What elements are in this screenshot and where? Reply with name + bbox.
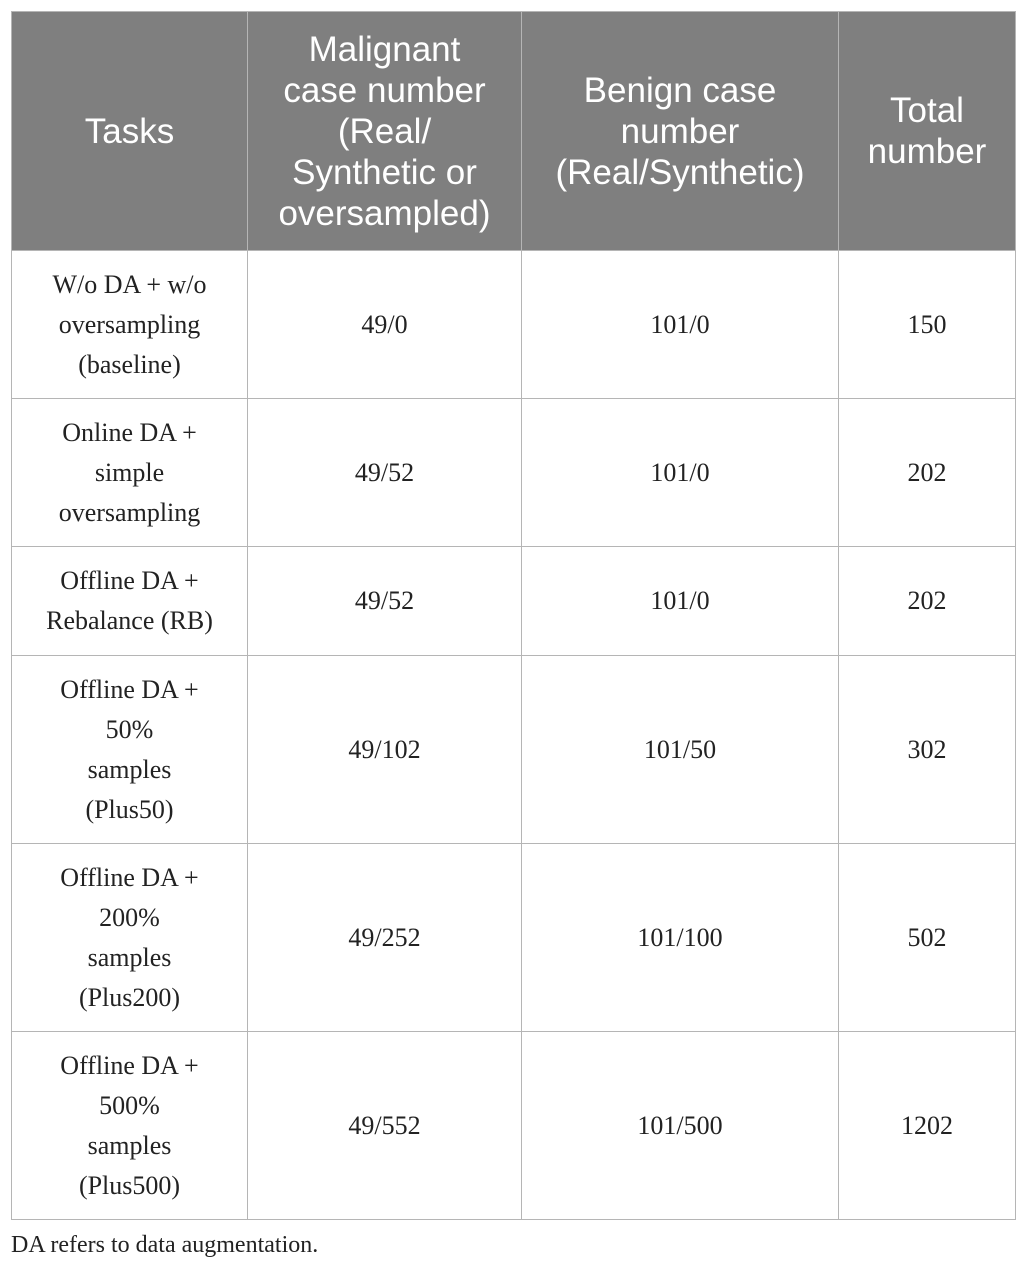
table-row [12,547,1016,656]
column-header-malignant: Malignant case number (Real/ Synthetic or oversampled) [248,12,522,251]
cell-total: 150 [839,251,1016,399]
cell-malignant: 49/552 [248,1032,522,1220]
cell-malignant: 49/52 [248,547,522,656]
cell-malignant: 49/52 [248,399,522,547]
cell-task: Offline DA + Rebalance (RB) [12,547,248,656]
table-footnote: DA refers to data augmentation. [11,1232,319,1258]
table-row [12,251,1016,399]
cell-task: Offline DA + 500% samples (Plus500) [12,1032,248,1220]
column-header-benign: Benign case number (Real/Synthetic) [522,12,839,251]
cell-task: W/o DA + w/o oversampling (baseline) [12,251,248,399]
cell-total: 202 [839,547,1016,656]
cell-total: 502 [839,844,1016,1032]
cell-total: 1202 [839,1032,1016,1220]
cell-task: Online DA + simple oversampling [12,399,248,547]
cell-benign: 101/50 [522,656,839,844]
cell-benign: 101/500 [522,1032,839,1220]
cell-total: 202 [839,399,1016,547]
table-row [12,844,1016,1032]
column-header-tasks: Tasks [12,12,248,251]
table-row [12,399,1016,547]
table-row [12,1032,1016,1220]
data-table-container [11,11,1015,1220]
cell-benign: 101/0 [522,547,839,656]
column-header-total: Total number [839,12,1016,251]
data-table [11,11,1016,1220]
cell-task: Offline DA + 200% samples (Plus200) [12,844,248,1032]
cell-benign: 101/0 [522,251,839,399]
cell-benign: 101/100 [522,844,839,1032]
cell-malignant: 49/252 [248,844,522,1032]
cell-benign: 101/0 [522,399,839,547]
cell-malignant: 49/102 [248,656,522,844]
table-row [12,656,1016,844]
cell-task: Offline DA + 50% samples (Plus50) [12,656,248,844]
cell-malignant: 49/0 [248,251,522,399]
table-header-row [12,12,1016,251]
cell-total: 302 [839,656,1016,844]
